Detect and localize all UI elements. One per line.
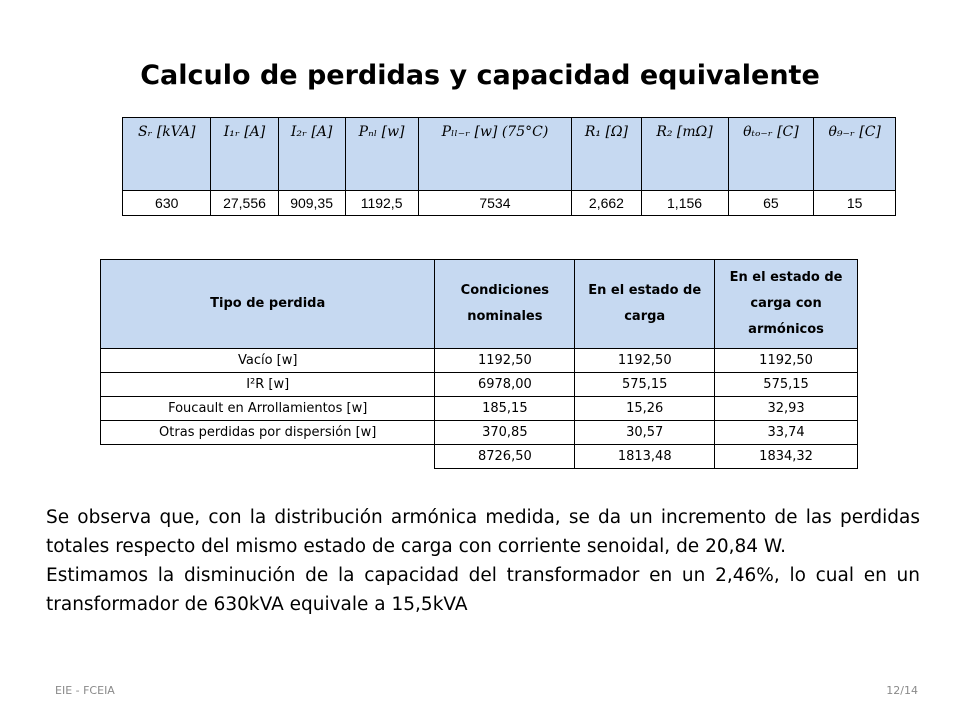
params-header-cell: θ₉₋ᵣ [C] xyxy=(814,118,896,191)
total-value-cell: 8726,50 xyxy=(435,445,575,469)
footer-page-number: 12/14 xyxy=(886,684,918,697)
conclusion-paragraph-1: Se observa que, con la distribución armónica medida, se da un incremento de las perdidas totales respecto del mismo estado de carga con corriente senoidal, de 20,84 W. xyxy=(46,507,920,557)
loss-value-cell: 370,85 xyxy=(435,421,575,445)
params-header-cell: θₜₒ₋ᵣ [C] xyxy=(728,118,814,191)
loss-value-cell: 1192,50 xyxy=(715,349,858,373)
total-value-cell: 1834,32 xyxy=(715,445,858,469)
params-header-cell: R₁ [Ω] xyxy=(572,118,641,191)
loss-type-cell: Vacío [w] xyxy=(101,349,435,373)
params-value-cell: 1192,5 xyxy=(345,191,418,216)
total-value-cell: 1813,48 xyxy=(575,445,715,469)
loss-header-row xyxy=(101,260,858,349)
loss-value-cell: 185,15 xyxy=(435,397,575,421)
loss-comparison-table xyxy=(100,259,858,469)
table-row xyxy=(101,421,858,445)
params-value-cell: 630 xyxy=(123,191,211,216)
params-value-cell: 7534 xyxy=(418,191,572,216)
loss-value-cell: 33,74 xyxy=(715,421,858,445)
params-header-cell: I₂ᵣ [A] xyxy=(278,118,345,191)
loss-type-cell: Otras perdidas por dispersión [w] xyxy=(101,421,435,445)
loss-type-cell: Foucault en Arrollamientos [w] xyxy=(101,397,435,421)
loss-header-cell: En el estado de carga con armónicos xyxy=(715,260,858,349)
loss-value-cell: 32,93 xyxy=(715,397,858,421)
loss-value-cell: 15,26 xyxy=(575,397,715,421)
params-header-cell: Pₙₗ [w] xyxy=(345,118,418,191)
params-header-cell: Sᵣ [kVA] xyxy=(123,118,211,191)
conclusion-paragraph-2: Estimamos la disminución de la capacidad del transformador en un 2,46%, lo cual en un transformador de 630kVA equivale a 15,5kVA xyxy=(46,565,920,615)
params-value-cell: 15 xyxy=(814,191,896,216)
params-value-cell: 1,156 xyxy=(641,191,728,216)
transformer-parameters-table xyxy=(122,117,896,216)
conclusion-text xyxy=(46,503,920,619)
totals-row xyxy=(101,445,858,469)
loss-value-cell: 1192,50 xyxy=(575,349,715,373)
footer-course: EIE - FCEIA xyxy=(55,684,115,697)
loss-table-body xyxy=(101,349,858,469)
table-row xyxy=(101,373,858,397)
params-header-cell: Pₗₗ₋ᵣ [w] (75°C) xyxy=(418,118,572,191)
totals-label-cell xyxy=(101,445,435,469)
loss-value-cell: 6978,00 xyxy=(435,373,575,397)
slide-title: Calculo de perdidas y capacidad equivalente xyxy=(140,60,820,91)
params-value-row xyxy=(123,191,896,216)
params-value-cell: 2,662 xyxy=(572,191,641,216)
loss-value-cell: 1192,50 xyxy=(435,349,575,373)
table-row xyxy=(101,349,858,373)
params-header-cell: I₁ᵣ [A] xyxy=(211,118,278,191)
params-value-cell: 909,35 xyxy=(278,191,345,216)
loss-header-cell: En el estado de carga xyxy=(575,260,715,349)
loss-header-cell: Tipo de perdida xyxy=(101,260,435,349)
loss-value-cell: 30,57 xyxy=(575,421,715,445)
loss-value-cell: 575,15 xyxy=(575,373,715,397)
table-row xyxy=(101,397,858,421)
params-value-cell: 65 xyxy=(728,191,814,216)
params-value-cell: 27,556 xyxy=(211,191,278,216)
loss-value-cell: 575,15 xyxy=(715,373,858,397)
loss-header-cell: Condiciones nominales xyxy=(435,260,575,349)
params-header-row xyxy=(123,118,896,191)
loss-type-cell: I²R [w] xyxy=(101,373,435,397)
params-header-cell: R₂ [mΩ] xyxy=(641,118,728,191)
